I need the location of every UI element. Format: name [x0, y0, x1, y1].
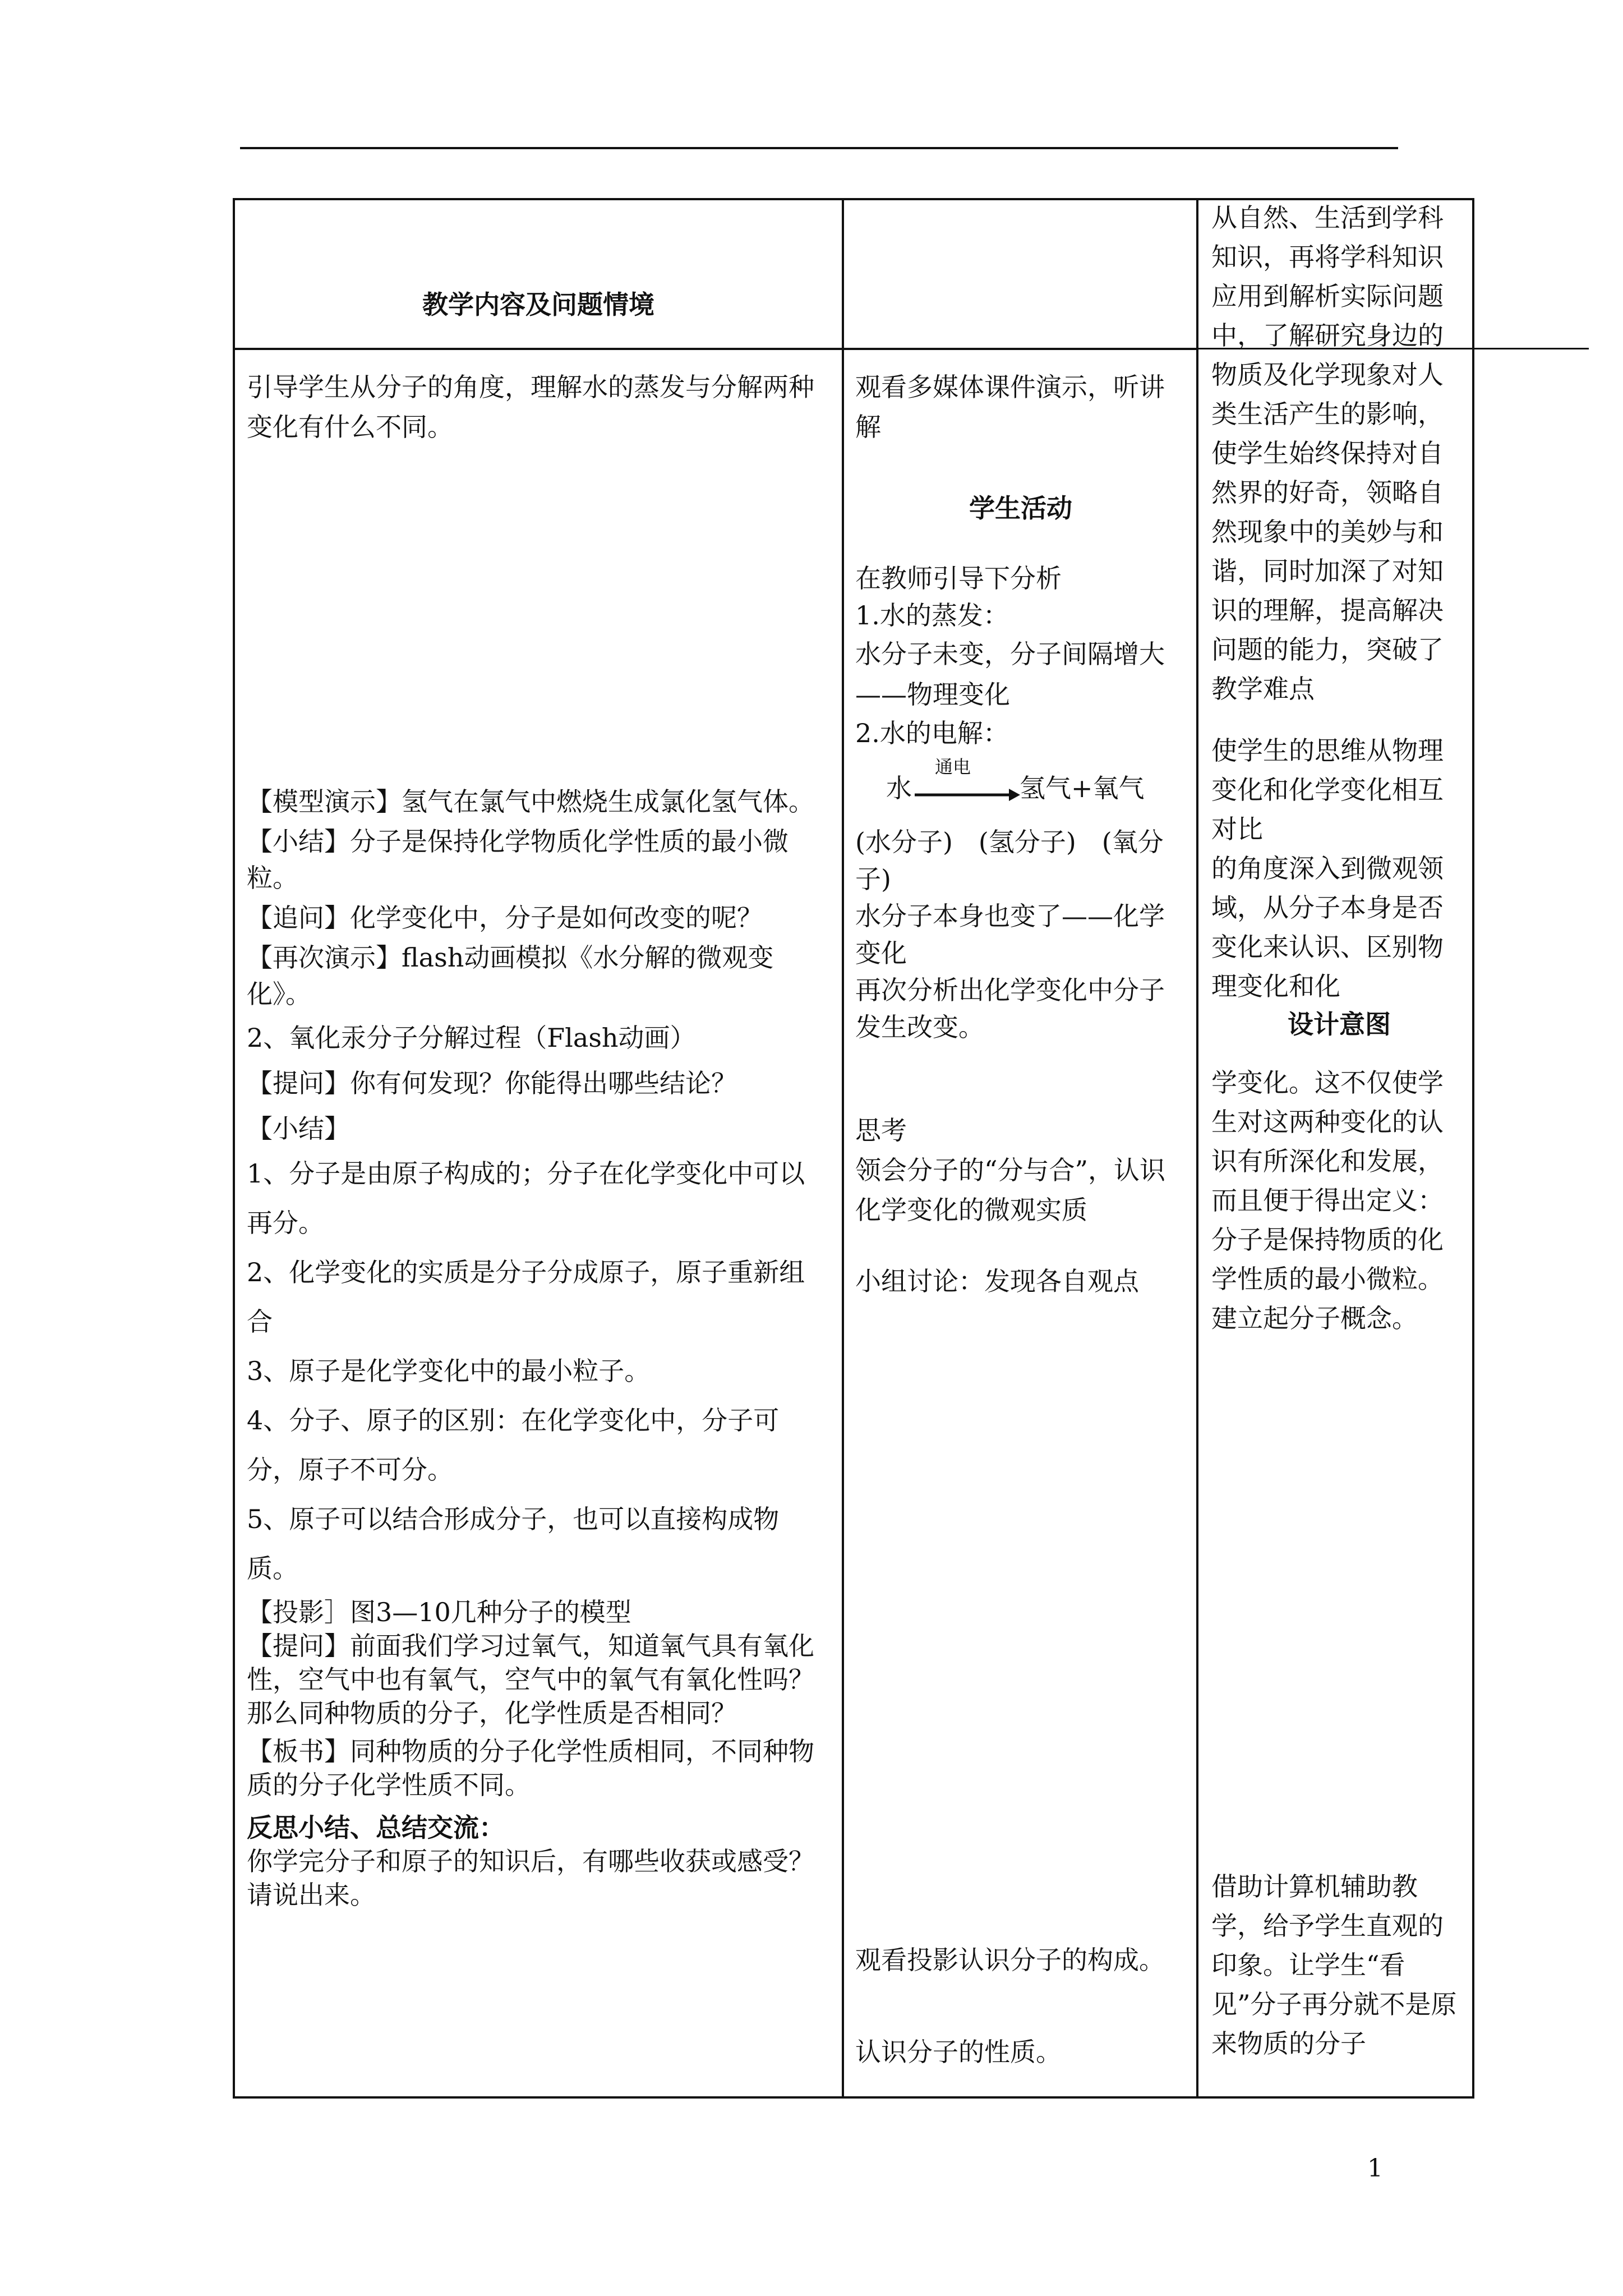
reflect-title: 反思小结、总结交流： [247, 1812, 505, 1843]
col1-content [247, 367, 830, 1912]
point-1: 1、分子是由原子构成的；分子在化学变化中可以再分。 [247, 1158, 805, 1238]
col2-content [855, 367, 1186, 2067]
electrolysis-body: 水分子本身也变了——化学变化 [855, 901, 1165, 968]
header-rule [240, 147, 1398, 149]
equation-left: 水 [886, 773, 912, 803]
electrolysis-equation [855, 752, 1186, 818]
item-2: 2、氧化汞分子分解过程（Flash动画） [247, 1023, 696, 1053]
projection: 【投影］图3—10几种分子的模型 [247, 1597, 631, 1627]
watch-demo: 观看多媒体课件演示，听讲解 [855, 372, 1165, 442]
header-col3: 设计意图 [1288, 1009, 1391, 1039]
column-divider-1 [842, 198, 844, 2099]
think: 思考 [855, 1115, 907, 1145]
equation-substances: (水分子) (氢分子) (氧分子) [855, 827, 1164, 894]
header-row-divider [233, 348, 1196, 350]
group-discussion: 小组讨论：发现各自观点 [855, 1266, 1139, 1296]
header-col1: 教学内容及问题情境 [422, 289, 654, 320]
analysis-again: 再次分析出化学变化中分子发生改变。 [855, 975, 1165, 1042]
point-2: 2、化学变化的实质是分子分成原子，原子重新组合 [247, 1257, 805, 1337]
question-2: 【提问】前面我们学习过氧气，知道氧气具有氧化性，空气中也有氧气，空气中的氧气有氧化性吗？那么同种物质的分子，化学性质是否相同？ [247, 1631, 814, 1728]
evaporation-title: 1.水的蒸发： [855, 600, 1009, 631]
header-col2: 学生活动 [969, 493, 1072, 523]
design-part-1: 从自然、生活到学科知识，再将学科知识应用到解析实际问题中，了解研究身边的物质及化学现象对人类生活产生的影响，使学生始终保持对自然界的好奇，领略自然现象中的美妙与和谐，同时加深了对知识的理解，提高解决问题的能力，突破了教学难点 [1211, 203, 1444, 704]
col3-content [1211, 198, 1467, 2059]
equation-condition: 通电 [935, 756, 971, 777]
watch-projection: 观看投影认识分子的构成。 [855, 1945, 1165, 1975]
column-divider-2 [1196, 198, 1198, 2099]
summary-1: 【小结】分子是保持化学物质化学性质的最小微粒。 [247, 826, 789, 893]
intro-text: 引导学生从分子的角度，理解水的蒸发与分解两种变化有什么不同。 [247, 372, 814, 442]
question-1: 【提问】你有何发现？你能得出哪些结论？ [247, 1068, 737, 1098]
reflect-body: 你学完分子和原子的知识后，有哪些收获或感受？请说出来。 [247, 1846, 814, 1910]
comprehend: 领会分子的“分与合”，认识化学变化的微观实质 [855, 1155, 1166, 1225]
design-part-2b: 的角度深入到微观领域，从分子本身是否变化来认识、区别物理变化和化 [1211, 853, 1444, 1001]
board-note: 【板书】同种物质的分子化学性质相同，不同种物质的分子化学性质不同。 [247, 1736, 814, 1800]
design-part-2: 使学生的思维从物理变化和化学变化相互对比 [1211, 735, 1444, 844]
demo-again: 【再次演示】flash动画模拟《水分解的微观变化》。 [247, 942, 774, 1009]
point-3: 3、原子是化学变化中的最小粒子。 [247, 1356, 651, 1386]
analysis-intro: 在教师引导下分析 [855, 563, 1062, 593]
electrolysis-title: 2.水的电解： [855, 718, 1009, 748]
arrow-icon [915, 786, 1021, 803]
evaporation-body: 水分子未变，分子间隔增大——物理变化 [855, 639, 1165, 710]
point-5: 5、原子可以结合形成分子，也可以直接构成物质。 [247, 1504, 780, 1584]
equation-right: 氢气+氧气 [1020, 773, 1145, 803]
model-demo: 【模型演示】氢气在氯气中燃烧生成氯化氢气体。 [247, 786, 814, 817]
summary-2: 【小结】 [247, 1114, 350, 1144]
follow-up-question: 【追问】化学变化中，分子是如何改变的呢？ [247, 903, 763, 933]
design-part-3: 学变化。这不仅使学生对这两种变化的认识有所深化和发展，而且便于得出定义：分子是保持物质的化学性质的最小微粒。建立起分子概念。 [1211, 1068, 1444, 1333]
design-part-4: 借助计算机辅助教学，给予学生直观的印象。让学生“看见”分子再分就不是原来物质的分子 [1211, 1871, 1457, 2059]
know-properties: 认识分子的性质。 [855, 2037, 1062, 2067]
point-4: 4、分子、原子的区别：在化学变化中，分子可分，原子不可分。 [247, 1405, 780, 1485]
page-number: 1 [1367, 2154, 1383, 2183]
